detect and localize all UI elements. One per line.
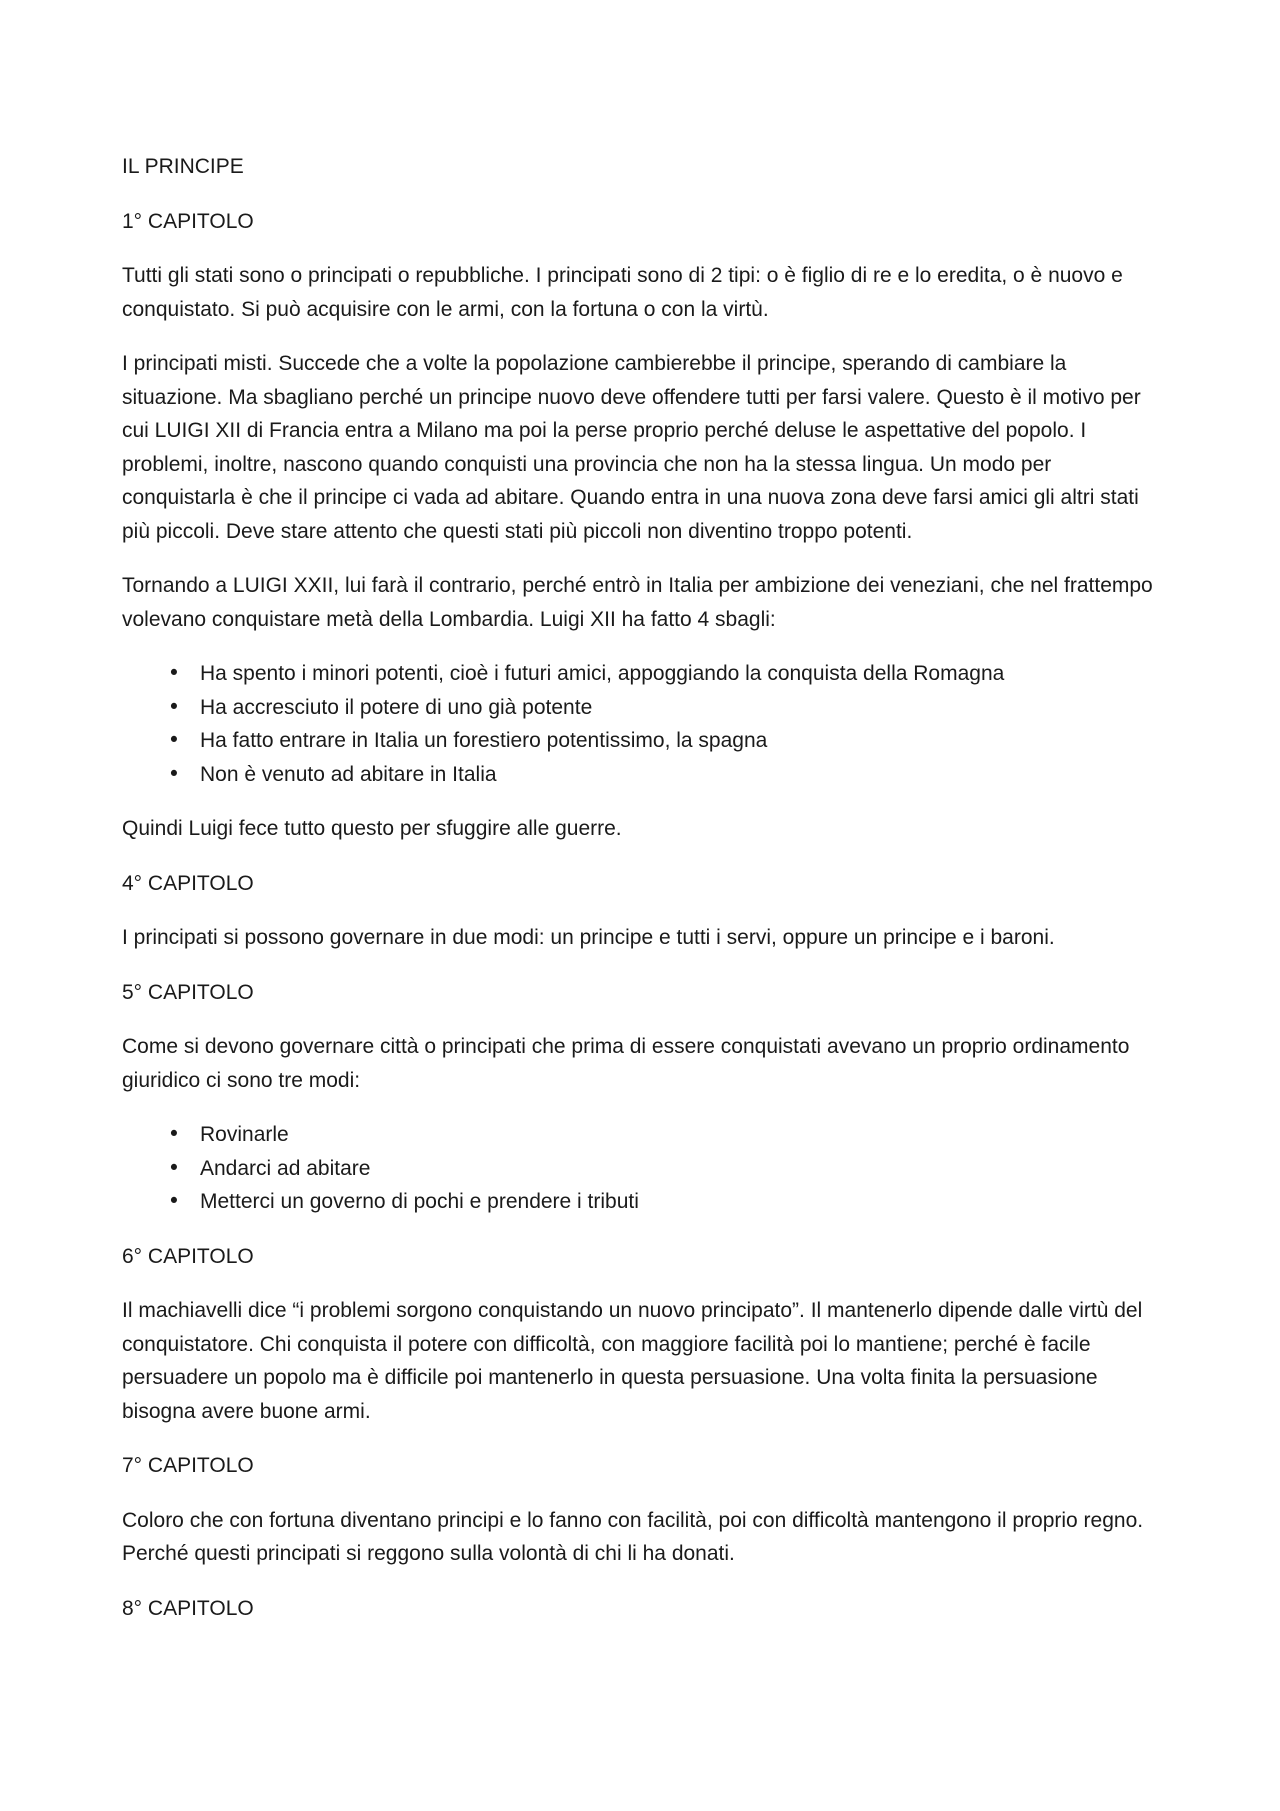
list-item: • Ha fatto entrare in Italia un forestiero potentissimo, la spagna — [122, 724, 1167, 758]
list-item: • Rovinarle — [122, 1118, 1167, 1152]
bullet-icon: • — [167, 694, 181, 719]
document-title: IL PRINCIPE — [122, 155, 244, 178]
bullet-icon: • — [167, 1155, 181, 1180]
chapter-4-heading: 4° CAPITOLO — [122, 871, 254, 895]
chapter-1-paragraph-3: Tornando a LUIGI XXII, lui farà il contrario, perché entrò in Italia per ambizione dei veneziani, che nel frattempo volevano conquistare metà della Lombardia. Luigi XII ha fatto 4 sbagli: — [122, 574, 1153, 631]
bullet-icon: • — [167, 661, 181, 685]
list-item: • Non è venuto ad abitare in Italia — [122, 758, 1167, 792]
chapter-7-heading: 7° CAPITOLO — [122, 1454, 254, 1477]
chapter-6-heading: 6° CAPITOLO — [122, 1244, 254, 1268]
bullet-icon: • — [167, 728, 181, 752]
chapter-1-heading: 1° CAPITOLO — [122, 209, 254, 233]
chapter-5-bullet-list — [122, 1118, 1167, 1219]
chapter-1-paragraph-1: Tutti gli stati sono o principati o repubbliche. I principati sono di 2 tipi: o è figlio di re e lo eredita, o è nuovo e conquistato. Si può acquisire con le armi, con la fortuna o con la virtù. — [122, 264, 1123, 321]
document-page — [122, 150, 1167, 1646]
list-item: • Ha accresciuto il potere di uno già potente — [122, 691, 1167, 725]
chapter-6-paragraph-1: Il machiavelli dice “i problemi sorgono conquistando un nuovo principato”. Il mantenerlo dipende dalle virtù del conquistatore. Chi conquista il potere con difficoltà, con maggiore facilità poi lo mantiene; perché è facile persuadere un popolo ma è difficile poi mantenerlo in questa persuasione. Una volta finita la persuasione bisogna avere buone armi. — [122, 1299, 1143, 1423]
bullet-icon: • — [167, 1122, 181, 1146]
chapter-4-paragraph-1: I principati si possono governare in due modi: un principe e tutti i servi, oppure un principe e i baroni. — [122, 926, 1055, 949]
chapter-5-heading: 5° CAPITOLO — [122, 980, 254, 1004]
bullet-icon: • — [167, 761, 181, 786]
chapter-1-paragraph-2: I principati misti. Succede che a volte la popolazione cambierebbe il principe, sperando di cambiare la situazione. Ma sbagliano perché un principe nuovo deve offendere tutti per farsi valere. Questo è il motivo per cui LUIGI XII di Francia entra a Milano ma poi la perse proprio perché deluse le aspettative del popolo. I problemi, inoltre, nascono quando conquisti una provincia che non ha la stessa lingua. Un modo per conquistarla è che il principe ci vada ad abitare. Quando entra in una nuova zona deve farsi amici gli altri stati più piccoli. Deve stare attento che questi stati più piccoli non diventino troppo potenti. — [122, 352, 1141, 543]
chapter-7-paragraph-1: Coloro che con fortuna diventano principi e lo fanno con facilità, poi con difficoltà mantengono il proprio regno. Perché questi principati si reggono sulla volontà di chi li ha donati. — [122, 1508, 1144, 1565]
list-item: • Ha spento i minori potenti, cioè i futuri amici, appoggiando la conquista della Romagna — [122, 657, 1167, 691]
chapter-5-paragraph-1: Come si devono governare città o principati che prima di essere conquistati avevano un proprio ordinamento giuridico ci sono tre modi: — [122, 1035, 1130, 1092]
list-item: • Andarci ad abitare — [122, 1152, 1167, 1186]
list-item: • Metterci un governo di pochi e prendere i tributi — [122, 1185, 1167, 1219]
chapter-8-heading: 8° CAPITOLO — [122, 1596, 254, 1620]
bullet-icon: • — [167, 1189, 181, 1213]
chapter-1-paragraph-4: Quindi Luigi fece tutto questo per sfuggire alle guerre. — [122, 817, 622, 840]
chapter-1-bullet-list — [122, 657, 1167, 791]
